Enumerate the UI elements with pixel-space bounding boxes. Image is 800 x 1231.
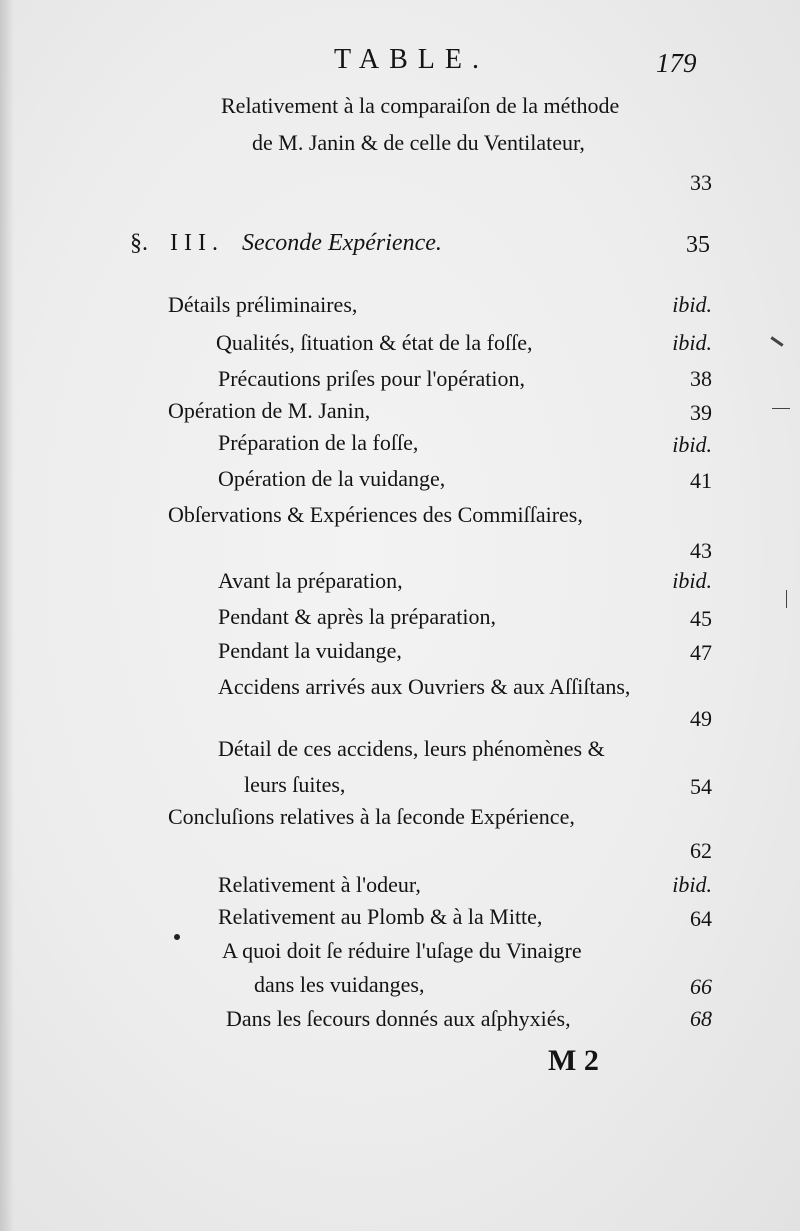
toc-entry-page: 54	[690, 774, 712, 799]
toc-entry-text-continued: dans les vuidanges,	[254, 972, 425, 997]
toc-entry-page: 43	[690, 538, 712, 563]
margin-mark	[772, 408, 790, 409]
toc-entry-page: ibid.	[672, 432, 712, 457]
toc-entry-text: Concluſions relatives à la ſeconde Expérience,	[168, 804, 575, 829]
page-edge-shadow	[0, 0, 14, 1231]
section-heading	[130, 228, 442, 258]
toc-entry-page: 39	[690, 400, 712, 425]
toc-entry-text: Opération de la vuidange,	[218, 466, 446, 491]
toc-entry-text: A quoi doit ſe réduire l'uſage du Vinaigre	[222, 938, 582, 963]
toc-entry-text: Obſervations & Expériences des Commiſſaires,	[168, 502, 583, 527]
toc-entry-page: ibid.	[672, 330, 712, 355]
toc-entry-text: Dans les ſecours donnés aux aſphyxiés,	[226, 1006, 571, 1031]
toc-entry-page: 49	[690, 706, 712, 731]
signature-mark: M 2	[548, 1044, 599, 1077]
toc-entry-page: ibid.	[672, 872, 712, 897]
toc-entry-page: 45	[690, 606, 712, 631]
section-title: Seconde Expérience.	[241, 230, 442, 256]
toc-entry-text: Relativement au Plomb & à la Mitte,	[218, 904, 543, 929]
toc-entry-text: Opération de M. Janin,	[168, 398, 371, 423]
toc-entry-text: Précautions priſes pour l'opération,	[218, 366, 526, 391]
toc-entry-page: 38	[690, 366, 712, 391]
section-page: 35	[686, 232, 710, 258]
toc-entry-text: Relativement à l'odeur,	[218, 872, 421, 897]
ink-dot	[174, 934, 180, 940]
toc-entry-text-continued: leurs ſuites,	[244, 772, 346, 797]
toc-entry-text: Détail de ces accidens, leurs phénomènes &	[218, 736, 605, 761]
toc-entry-text: Relativement à la comparaiſon de la méthode	[221, 93, 620, 118]
toc-entry-page: 66	[690, 974, 712, 999]
toc-entry-page: ibid.	[672, 568, 712, 593]
header-title: TABLE.	[334, 44, 489, 75]
toc-entry-page: 47	[690, 640, 712, 665]
margin-mark	[770, 336, 783, 346]
running-header	[0, 44, 800, 84]
section-symbol: §.	[130, 230, 148, 256]
toc-entry-page: ibid.	[672, 292, 712, 317]
margin-mark	[786, 590, 787, 608]
toc-entry-text: Pendant la vuidange,	[218, 638, 402, 663]
toc-entry-text: Pendant & après la préparation,	[218, 604, 496, 629]
toc-entry-text: Avant la préparation,	[218, 568, 403, 593]
toc-entry-text: Accidens arrivés aux Ouvriers & aux Aſſiſtans,	[218, 674, 631, 699]
toc-entry-page: 41	[690, 468, 712, 493]
toc-entry-page: 33	[690, 170, 712, 195]
toc-entry-text: Qualités, ſituation & état de la foſſe,	[216, 330, 533, 355]
toc-entry-page: 62	[690, 838, 712, 863]
toc-entry-page: 68	[690, 1006, 712, 1031]
page-number: 179	[656, 48, 697, 78]
toc-entry-text: Préparation de la foſſe,	[218, 430, 419, 455]
toc-entry-text: de M. Janin & de celle du Ventilateur,	[252, 130, 585, 155]
toc-entry-page: 64	[690, 906, 712, 931]
toc-entry-text: Détails préliminaires,	[168, 292, 358, 317]
section-number: III.	[170, 230, 224, 256]
